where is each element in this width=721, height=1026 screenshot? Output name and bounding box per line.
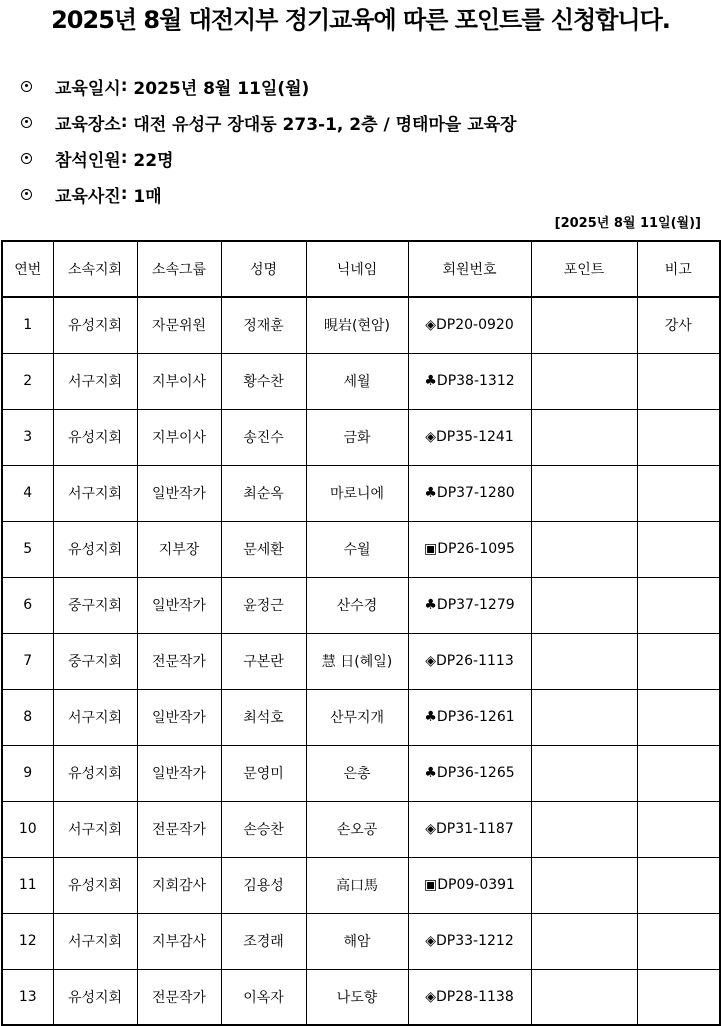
nickname-cell: 마로니에 — [306, 465, 408, 521]
group-cell: 전문작가 — [137, 633, 221, 689]
column-header: 회원번호 — [408, 241, 531, 297]
points-cell — [531, 969, 637, 1025]
column-header: 닉네임 — [306, 241, 408, 297]
table-row — [2, 913, 720, 969]
row-number: 4 — [2, 465, 53, 521]
member-id-cell: ◈DP33-1212 — [408, 913, 531, 969]
remarks-cell — [637, 409, 720, 465]
member-id-cell: ◈DP35-1241 — [408, 409, 531, 465]
column-header: 소속그룹 — [137, 241, 221, 297]
points-cell — [531, 465, 637, 521]
name-cell: 최석호 — [221, 689, 306, 745]
chapter-cell: 서구지회 — [53, 689, 137, 745]
attendee-table — [1, 240, 721, 1026]
info-list — [20, 68, 516, 212]
nickname-cell: 晛岩(현암) — [306, 297, 408, 353]
chapter-cell: 유성지회 — [53, 409, 137, 465]
info-label: 교육일시 — [55, 78, 121, 99]
points-cell — [531, 409, 637, 465]
points-cell — [531, 801, 637, 857]
nickname-cell: 수월 — [306, 521, 408, 577]
chapter-cell: 서구지회 — [53, 801, 137, 857]
column-header: 연번 — [2, 241, 53, 297]
group-cell: 일반작가 — [137, 745, 221, 801]
table-row — [2, 297, 720, 353]
chapter-cell: 유성지회 — [53, 297, 137, 353]
nickname-cell: 高口馬 — [306, 857, 408, 913]
row-number: 7 — [2, 633, 53, 689]
info-value: 22명 — [133, 150, 174, 171]
column-header: 성명 — [221, 241, 306, 297]
table-row — [2, 745, 720, 801]
nickname-cell: 손오공 — [306, 801, 408, 857]
info-label: 교육장소 — [55, 114, 121, 135]
member-id-cell: ▣DP26-1095 — [408, 521, 531, 577]
name-cell: 김용성 — [221, 857, 306, 913]
table-row — [2, 969, 720, 1025]
member-id-cell: ◈DP20-0920 — [408, 297, 531, 353]
group-cell: 전문작가 — [137, 801, 221, 857]
remarks-cell — [637, 465, 720, 521]
remarks-cell — [637, 745, 720, 801]
table-row — [2, 465, 720, 521]
group-cell: 일반작가 — [137, 465, 221, 521]
circle-bullet-icon — [21, 153, 32, 164]
info-value: 대전 유성구 장대동 273-1, 2층 / 명태마을 교육장 — [133, 114, 517, 135]
column-header: 소속지회 — [53, 241, 137, 297]
name-cell: 문영미 — [221, 745, 306, 801]
remarks-cell — [637, 521, 720, 577]
name-cell: 손승찬 — [221, 801, 306, 857]
name-cell: 송진수 — [221, 409, 306, 465]
table-row — [2, 857, 720, 913]
group-cell: 지부감사 — [137, 913, 221, 969]
member-id-cell: ▣DP09-0391 — [408, 857, 531, 913]
remarks-cell — [637, 969, 720, 1025]
group-cell: 일반작가 — [137, 577, 221, 633]
column-header: 비고 — [637, 241, 720, 297]
points-cell — [531, 913, 637, 969]
table-row — [2, 521, 720, 577]
row-number: 8 — [2, 689, 53, 745]
info-label: 교육사진 — [55, 186, 121, 207]
chapter-cell: 유성지회 — [53, 745, 137, 801]
table-row — [2, 353, 720, 409]
points-cell — [531, 857, 637, 913]
nickname-cell: 해암 — [306, 913, 408, 969]
remarks-cell — [637, 913, 720, 969]
name-cell: 구본란 — [221, 633, 306, 689]
nickname-cell: 은총 — [306, 745, 408, 801]
remarks-cell — [637, 857, 720, 913]
table-row — [2, 801, 720, 857]
row-number: 1 — [2, 297, 53, 353]
table-row — [2, 633, 720, 689]
points-cell — [531, 521, 637, 577]
table-row — [2, 577, 720, 633]
row-number: 11 — [2, 857, 53, 913]
nickname-cell: 나도향 — [306, 969, 408, 1025]
info-item-date: 교육일시 : 2025년 8월 11일(월) — [20, 68, 516, 104]
info-item-attendees: 참석인원 : 22명 — [20, 140, 516, 176]
chapter-cell: 유성지회 — [53, 969, 137, 1025]
info-value: 1매 — [133, 186, 162, 207]
member-id-cell: ♣DP37-1280 — [408, 465, 531, 521]
row-number: 13 — [2, 969, 53, 1025]
member-id-cell: ♣DP36-1261 — [408, 689, 531, 745]
nickname-cell: 세월 — [306, 353, 408, 409]
info-item-photos: 교육사진 : 1매 — [20, 176, 516, 212]
nickname-cell: 산무지개 — [306, 689, 408, 745]
chapter-cell: 유성지회 — [53, 857, 137, 913]
info-item-place: 교육장소 : 대전 유성구 장대동 273-1, 2층 / 명태마을 교육장 — [20, 104, 516, 140]
chapter-cell: 서구지회 — [53, 913, 137, 969]
member-id-cell: ◈DP31-1187 — [408, 801, 531, 857]
remarks-cell — [637, 689, 720, 745]
group-cell: 지회감사 — [137, 857, 221, 913]
info-value: 2025년 8월 11일(월) — [133, 78, 310, 99]
table-header-row — [2, 241, 720, 297]
member-id-cell: ♣DP38-1312 — [408, 353, 531, 409]
name-cell: 조경래 — [221, 913, 306, 969]
group-cell: 지부이사 — [137, 409, 221, 465]
name-cell: 문세환 — [221, 521, 306, 577]
table-row — [2, 409, 720, 465]
remarks-cell — [637, 577, 720, 633]
nickname-cell: 산수경 — [306, 577, 408, 633]
name-cell: 정재훈 — [221, 297, 306, 353]
remarks-cell: 강사 — [637, 297, 720, 353]
nickname-cell: 慧 日(혜일) — [306, 633, 408, 689]
circle-bullet-icon — [21, 117, 32, 128]
group-cell: 자문위원 — [137, 297, 221, 353]
row-number: 10 — [2, 801, 53, 857]
points-cell — [531, 633, 637, 689]
member-id-cell: ♣DP37-1279 — [408, 577, 531, 633]
remarks-cell — [637, 353, 720, 409]
table-row — [2, 689, 720, 745]
group-cell: 지부장 — [137, 521, 221, 577]
page-title: 2025년 8월 대전지부 정기교육에 따른 포인트를 신청합니다. — [51, 6, 670, 34]
circle-bullet-icon — [21, 189, 32, 200]
chapter-cell: 서구지회 — [53, 465, 137, 521]
name-cell: 윤정근 — [221, 577, 306, 633]
points-cell — [531, 297, 637, 353]
row-number: 3 — [2, 409, 53, 465]
remarks-cell — [637, 633, 720, 689]
name-cell: 황수찬 — [221, 353, 306, 409]
row-number: 5 — [2, 521, 53, 577]
circle-bullet-icon — [21, 81, 32, 92]
nickname-cell: 금화 — [306, 409, 408, 465]
chapter-cell: 중구지회 — [53, 633, 137, 689]
member-id-cell: ♣DP36-1265 — [408, 745, 531, 801]
member-id-cell: ◈DP26-1113 — [408, 633, 531, 689]
row-number: 12 — [2, 913, 53, 969]
name-cell: 이옥자 — [221, 969, 306, 1025]
points-cell — [531, 745, 637, 801]
member-id-cell: ◈DP28-1138 — [408, 969, 531, 1025]
row-number: 2 — [2, 353, 53, 409]
group-cell: 일반작가 — [137, 689, 221, 745]
chapter-cell: 유성지회 — [53, 521, 137, 577]
info-label: 참석인원 — [55, 150, 121, 171]
row-number: 9 — [2, 745, 53, 801]
column-header: 포인트 — [531, 241, 637, 297]
points-cell — [531, 577, 637, 633]
chapter-cell: 서구지회 — [53, 353, 137, 409]
row-number: 6 — [2, 577, 53, 633]
group-cell: 전문작가 — [137, 969, 221, 1025]
remarks-cell — [637, 801, 720, 857]
group-cell: 지부이사 — [137, 353, 221, 409]
table-body — [2, 297, 720, 1025]
points-cell — [531, 689, 637, 745]
points-cell — [531, 353, 637, 409]
date-note: [2025년 8월 11일(월)] — [554, 216, 701, 231]
chapter-cell: 중구지회 — [53, 577, 137, 633]
name-cell: 최순옥 — [221, 465, 306, 521]
